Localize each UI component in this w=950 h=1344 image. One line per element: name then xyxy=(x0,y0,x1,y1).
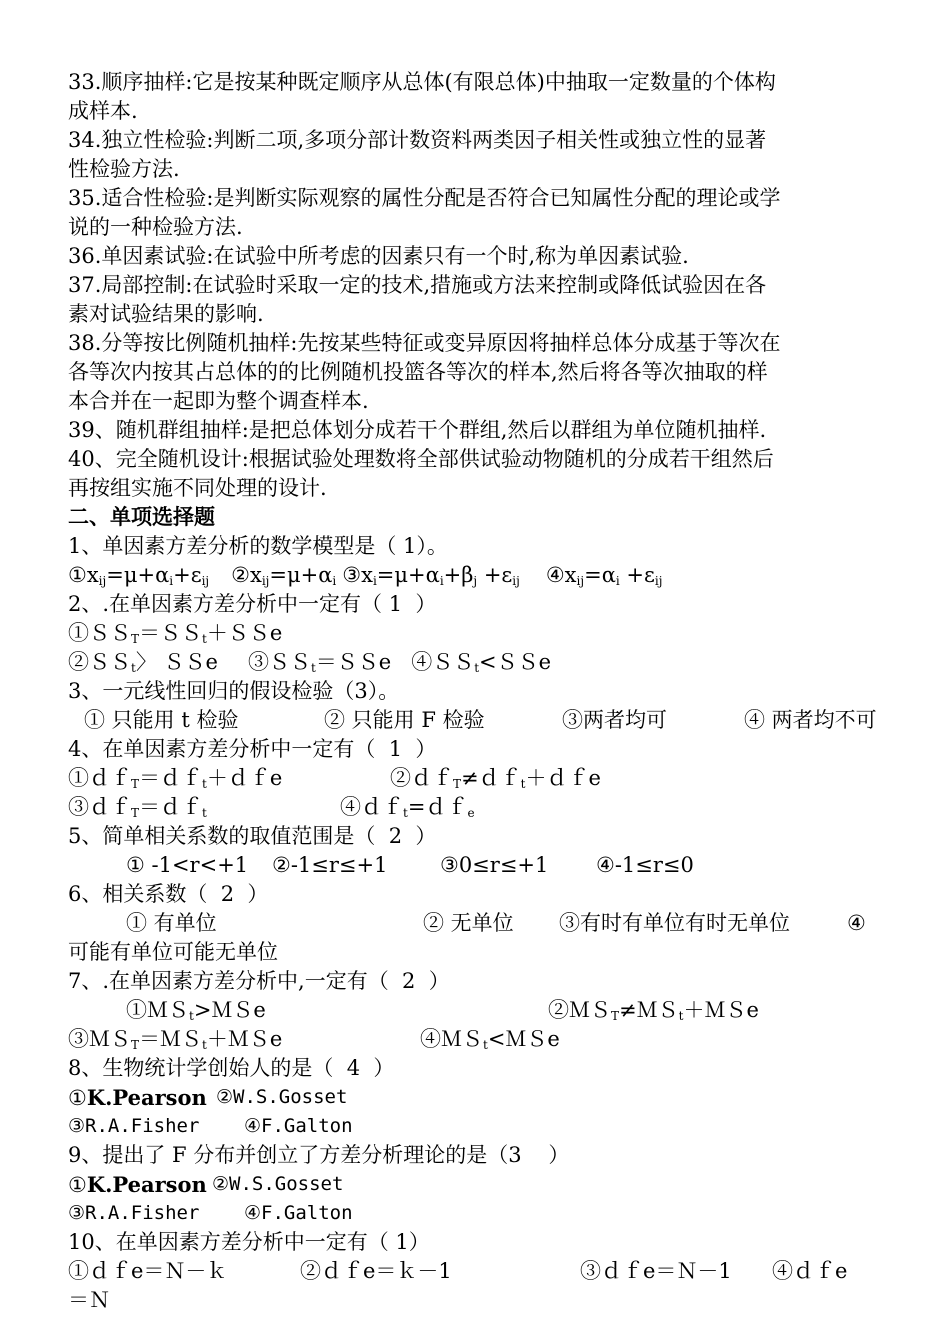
q9-option-3: ③R.A.Fisher xyxy=(68,1202,200,1224)
question-2-options-row-1 xyxy=(68,619,884,648)
q7-option-4: ④ＭＳ$_t$<ＭＳe xyxy=(420,1027,560,1052)
definition-line: 37.局部控制:在试验时采取一定的技术,措施或方法来控制或降低试验因在各 xyxy=(68,273,767,297)
q2-option-2: ②ＳＳ$_t$〉 ＳＳe xyxy=(68,650,218,675)
question-7-stem: 7、.在单因素方差分析中,一定有（ 2 ） xyxy=(68,969,450,993)
definitions-list xyxy=(68,68,884,503)
question-7-options-row-2 xyxy=(68,1025,884,1054)
q10-option-4: ④ｄｆe xyxy=(772,1259,848,1283)
question-2-options-row-2 xyxy=(68,648,884,677)
definition-line: 36.单因素试验:在试验中所考虑的因素只有一个时,称为单因素试验. xyxy=(68,244,689,268)
definition-line: 40、完全随机设计:根据试验处理数将全部供试验动物随机的分成若干组然后 xyxy=(68,447,774,471)
q10-option-1: ①ｄｆe＝Ｎ－ｋ xyxy=(68,1259,228,1283)
q1-option-1: $①x_{ij}=\mu+\alpha_i+\varepsilon_{ij}$ xyxy=(68,563,210,588)
document-page xyxy=(68,68,884,1315)
q8-option-2: ②W.S.Gosset xyxy=(216,1086,348,1108)
q5-option-3: ③0≤r≤+1 xyxy=(440,853,549,877)
q9-option-4: ④F.Galton xyxy=(244,1202,353,1224)
q6-option-2: ② 无单位 xyxy=(423,911,514,935)
q6-option-1: ① 有单位 xyxy=(126,911,217,935)
question-9-options-row-2 xyxy=(68,1199,884,1228)
definition-line: 34.独立性检验:判断二项,多项分部计数资料两类因子相关性或独立性的显著 xyxy=(68,128,767,152)
q8-option-1: ①K.Pearson xyxy=(68,1085,207,1110)
q7-option-3: ③ＭＳ$_T$＝ＭＳ$_t$＋ＭＳe xyxy=(68,1027,283,1052)
definition-line: 39、随机群组抽样:是把总体划分成若干个群组,然后以群组为单位随机抽样. xyxy=(68,418,767,442)
definition-line: 素对试验结果的影响. xyxy=(68,302,264,326)
q1-option-2: $②x_{ij}=\mu+\alpha_i$ xyxy=(231,563,337,588)
q6-option-4: ④ xyxy=(847,911,866,935)
definition-line: 35.适合性检验:是判断实际观察的属性分配是否符合已知属性分配的理论或学 xyxy=(68,186,781,210)
q4-option-3: ③ｄｆ$_T$＝ｄｆ$_t$ xyxy=(68,795,207,820)
question-4-options-row-2 xyxy=(68,793,884,822)
question-9-stem: 9、提出了 F 分布并创立了方差分析理论的是（3 ） xyxy=(68,1143,570,1167)
question-4-options-row-1 xyxy=(68,764,884,793)
question-4-stem: 4、在单因素方差分析中一定有（ 1 ） xyxy=(68,737,437,761)
question-3-options xyxy=(68,706,884,735)
definition-line: 性检验方法. xyxy=(68,157,180,181)
q3-option-1: ① 只能用 t 检验 xyxy=(84,708,239,732)
q8-option-3: ③R.A.Fisher xyxy=(68,1115,200,1137)
q10-option-4-continued: ＝Ｎ xyxy=(68,1288,110,1312)
q9-option-1: ①K.Pearson xyxy=(68,1172,207,1197)
q5-option-4: ④-1≤r≤0 xyxy=(596,853,694,877)
definition-line: 本合并在一起即为整个调查样本. xyxy=(68,389,369,413)
definition-line: 各等次内按其占总体的的比例随机投篮各等次的样本,然后将各等次抽取的样 xyxy=(68,360,768,384)
definition-line: 成样本. xyxy=(68,99,138,123)
question-2-stem: 2、.在单因素方差分析中一定有（ 1 ） xyxy=(68,592,437,616)
question-10-options xyxy=(68,1257,884,1286)
q10-option-2: ②ｄｆe＝ｋ－1 xyxy=(300,1259,452,1283)
q9-option-2: ②W.S.Gosset xyxy=(212,1173,344,1195)
q10-option-3: ③ｄｆe＝Ｎ－1 xyxy=(580,1259,732,1283)
question-9-options-row-1 xyxy=(68,1170,884,1199)
q2-option-1: ①ＳＳ$_T$＝ＳＳ$_t$＋ＳＳe xyxy=(68,621,283,646)
question-10-stem: 10、在单因素方差分析中一定有（ 1） xyxy=(68,1230,430,1254)
q4-option-2: ②ｄｆ$_T$≠ｄｆ$_t$＋ｄｆe xyxy=(390,766,601,791)
q3-option-4: ④ 两者均不可 xyxy=(744,708,877,732)
question-6-options xyxy=(68,909,884,938)
q3-option-3: ③两者均可 xyxy=(562,708,667,732)
q7-option-1: ①ＭＳ$_t$>ＭＳe xyxy=(126,998,266,1023)
q2-option-3: ③ＳＳ$_t$＝ＳＳe xyxy=(247,650,392,675)
question-3-stem: 3、一元线性回归的假设检验（3）。 xyxy=(68,679,400,703)
q1-option-4: $④x_{ij}=\alpha_i +\varepsilon_{ij}$ xyxy=(545,563,663,588)
question-7-options-row-1 xyxy=(68,996,884,1025)
section-title: 二、单项选择题 xyxy=(68,505,215,529)
q2-option-4: ④ＳＳ$_t$<ＳＳe xyxy=(411,650,552,675)
q3-option-2: ② 只能用 F 检验 xyxy=(324,708,485,732)
question-1-options xyxy=(68,561,884,590)
question-6-stem: 6、相关系数（ 2 ） xyxy=(68,882,269,906)
q6-option-3: ③有时有单位有时无单位 xyxy=(559,911,790,935)
question-8-options-row-1 xyxy=(68,1083,884,1112)
definition-line: 33.顺序抽样:它是按某种既定顺序从总体(有限总体)中抽取一定数量的个体构 xyxy=(68,70,776,94)
question-5-options xyxy=(68,851,884,880)
q4-option-1: ①ｄｆ$_T$＝ｄｆ$_t$＋ｄｆe xyxy=(68,766,283,791)
q6-option-4-continued: 可能有单位可能无单位 xyxy=(68,940,278,964)
question-1-stem: 1、单因素方差分析的数学模型是（ 1）。 xyxy=(68,534,448,558)
q8-option-4: ④F.Galton xyxy=(244,1115,353,1137)
definition-line: 再按组实施不同处理的设计. xyxy=(68,476,327,500)
question-8-options-row-2 xyxy=(68,1112,884,1141)
question-8-stem: 8、生物统计学创始人的是（ 4 ） xyxy=(68,1056,395,1080)
question-5-stem: 5、简单相关系数的取值范围是（ 2 ） xyxy=(68,824,437,848)
q1-option-3: $③x_i=\mu+\alpha_i+\beta_j +\varepsilon_{ij}$ xyxy=(342,563,520,588)
q7-option-2: ②ＭＳ$_T$≠ＭＳ$_t$＋ＭＳe xyxy=(548,998,759,1023)
q5-option-2: ②-1≤r≤+1 xyxy=(272,853,388,877)
definition-line: 38.分等按比例随机抽样:先按某些特征或变异原因将抽样总体分成基于等次在 xyxy=(68,331,781,355)
definition-line: 说的一种检验方法. xyxy=(68,215,243,239)
q5-option-1: ① -1<r<+1 xyxy=(126,853,249,877)
q4-option-4: ④ｄｆ$_t$=ｄｆ$_e$ xyxy=(340,795,475,820)
